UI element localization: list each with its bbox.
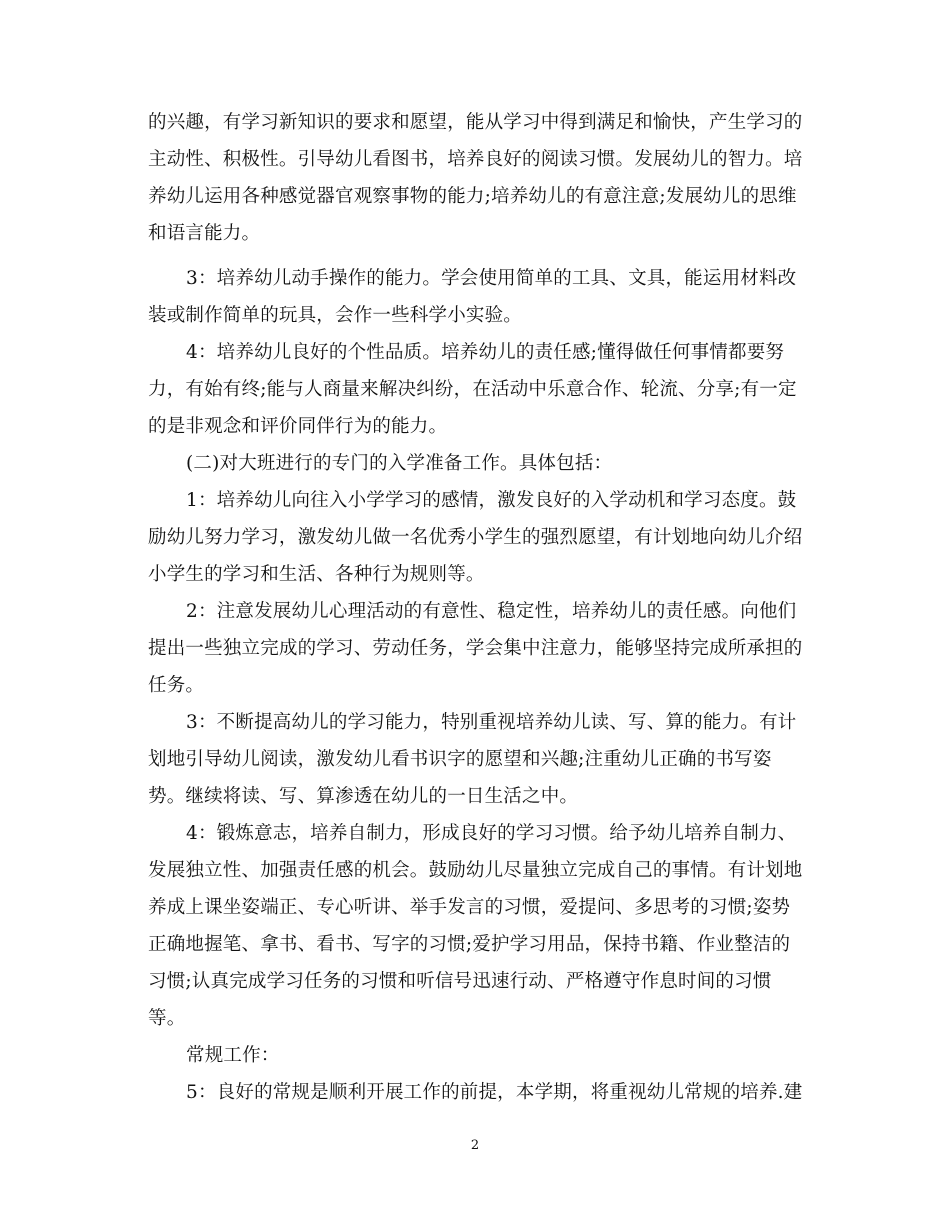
text-line: 小学生的学习和生活、各种行为规则等。 (148, 564, 485, 585)
text-line: 的兴趣，有学习新知识的要求和愿望，能从学习中得到满足和愉快，产生学习的 (148, 112, 803, 133)
text-line: 发展独立性、加强责任感的机会。鼓励幼儿尽量独立完成自己的事情。有计划地 (148, 860, 803, 881)
text-line: 养幼儿运用各种感觉器官观察事物的能力;培养幼儿的有意注意;发展幼儿的思维 (148, 186, 797, 207)
text-line: 任务。 (148, 675, 205, 696)
paragraph-start-line: 5：良好的常规是顺利开展工作的前提，本学期，将重视幼儿常规的培养.建 (186, 1082, 803, 1103)
paragraph-start-line: 4：培养幼儿良好的个性品质。培养幼儿的责任感;懂得做任何事情都要努 (186, 342, 785, 363)
text-line: 划地引导幼儿阅读，激发幼儿看书识字的愿望和兴趣;注重幼儿正确的书写姿 (148, 749, 772, 770)
section-heading-line: 常规工作： (186, 1045, 280, 1066)
text-line: 装或制作简单的玩具，会作一些科学小实验。 (148, 305, 523, 326)
text-line: 的是非观念和评价同伴行为的能力。 (148, 416, 448, 437)
text-line: 势。继续将读、写、算渗透在幼儿的一日生活之中。 (148, 786, 579, 807)
text-line: 习惯;认真完成学习任务的习惯和听信号迅速行动、严格遵守作息时间的习惯 (148, 971, 772, 992)
text-line: 和语言能力。 (148, 223, 261, 244)
paragraph-start-line: 1：培养幼儿向往入小学学习的感情，激发良好的入学动机和学习态度。鼓 (186, 490, 797, 511)
paragraph-start-line: 4：锻炼意志，培养自制力，形成良好的学习习惯。给予幼儿培养自制力、 (186, 823, 797, 844)
paragraph-start-line: 2：注意发展幼儿心理活动的有意性、稳定性，培养幼儿的责任感。向他们 (186, 601, 797, 622)
text-line: 力，有始有终;能与人商量来解决纠纷，在活动中乐意合作、轮流、分享;有一定 (148, 379, 797, 400)
text-line: 等。 (148, 1008, 186, 1029)
text-line: 提出一些独立完成的学习、劳动任务，学会集中注意力，能够坚持完成所承担的 (148, 638, 803, 659)
paragraph-start-line: 3：不断提高幼儿的学习能力，特别重视培养幼儿读、写、算的能力。有计 (186, 712, 797, 733)
paragraph-start-line: 3：培养幼儿动手操作的能力。学会使用简单的工具、文具，能运用材料改 (186, 268, 797, 289)
text-line: 正确地握笔、拿书、看书、写字的习惯;爱护学习用品，保持书籍、作业整洁的 (148, 934, 791, 955)
page-number: 2 (470, 1138, 480, 1153)
text-line: 励幼儿努力学习，激发幼儿做一名优秀小学生的强烈愿望，有计划地向幼儿介绍 (148, 527, 803, 548)
text-line: 养成上课坐姿端正、专心听讲、举手发言的习惯，爱提问、多思考的习惯;姿势 (148, 897, 791, 918)
section-heading-line: (二)对大班进行的专门的入学准备工作。具体包括： (186, 453, 613, 474)
text-line: 主动性、积极性。引导幼儿看图书，培养良好的阅读习惯。发展幼儿的智力。培 (148, 149, 803, 170)
